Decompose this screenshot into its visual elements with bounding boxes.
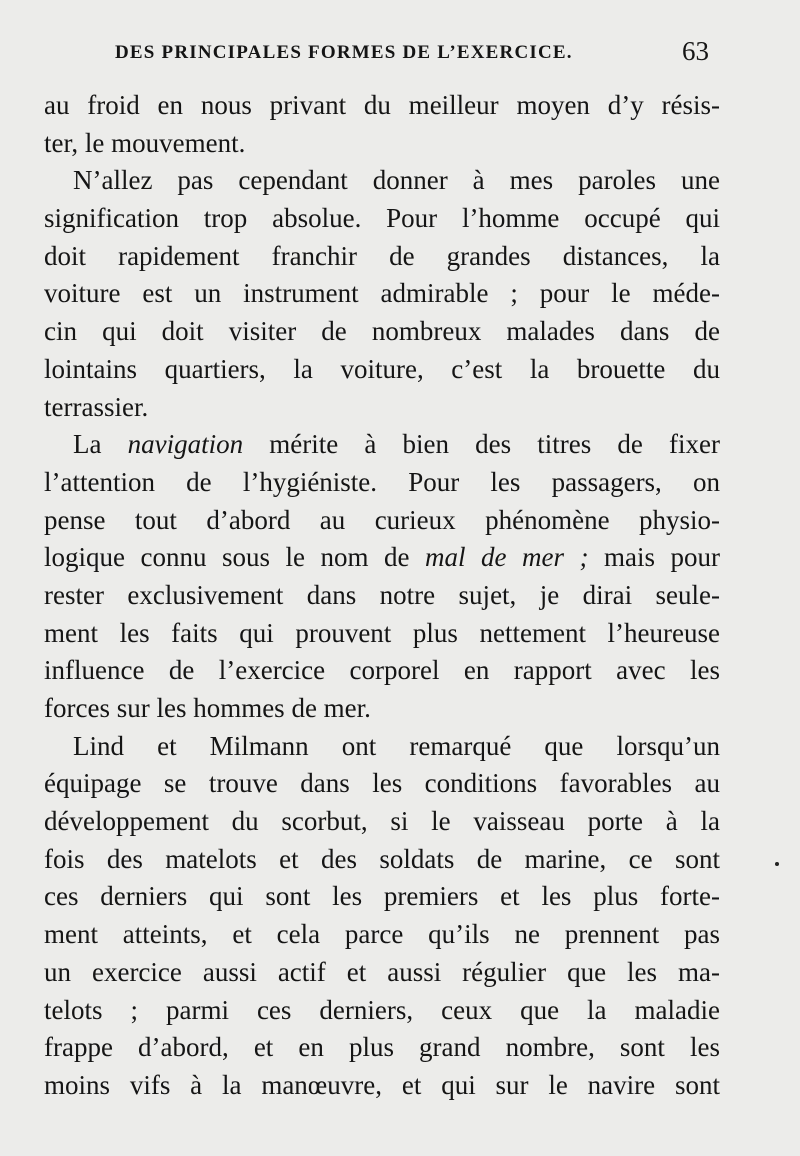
text-line: au froid en nous privant du meilleur moyen d’y résis-	[44, 90, 720, 120]
text-line: ment atteints, et cela parce qu’ils ne prennent pas	[44, 919, 720, 950]
text-line: équipage se trouve dans les conditions favorables au	[44, 768, 720, 799]
paragraph	[44, 87, 720, 162]
text-line: N’allez pas cependant donner à mes paroles une	[73, 165, 720, 196]
text-line: voiture est un instrument admirable ; pour le méde-	[44, 278, 720, 309]
line-text: logique connu sous le nom de	[44, 542, 425, 573]
body-text	[44, 87, 720, 1105]
print-speck	[775, 862, 779, 866]
text-line	[44, 539, 720, 577]
text-line: signification trop absolue. Pour l’homme occupé qui	[44, 203, 720, 234]
text-line: un exercice aussi actif et aussi régulier que les ma-	[44, 956, 720, 987]
text-line: pense tout d’abord au curieux phénomène physio-	[44, 504, 720, 535]
line-text: mais pour	[588, 542, 720, 573]
line-text: mérite à bien des titres de fixer	[243, 429, 720, 460]
running-title: DES PRINCIPALES FORMES DE L’EXERCICE.	[115, 42, 573, 63]
italic-term: navigation	[127, 429, 244, 460]
text-line: ter, le mouvement.	[44, 127, 246, 158]
text-line: rester exclusivement dans notre sujet, je dirai seule-	[44, 579, 720, 610]
text-line: ces derniers qui sont les premiers et les plus forte-	[44, 881, 720, 912]
text-line: forces sur les hommes de mer.	[44, 693, 371, 723]
page-header	[115, 36, 715, 76]
text-line: terrassier.	[44, 391, 149, 422]
text-line: ment les faits qui prouvent plus nettement l’heureuse	[44, 617, 720, 648]
text-line: moins vifs à la manœuvre, et qui sur le navire sont	[44, 1069, 720, 1100]
page-number: 63	[682, 36, 709, 66]
paragraph	[44, 728, 720, 1105]
text-line	[44, 426, 720, 464]
paragraph	[44, 162, 720, 426]
text-line: lointains quartiers, la voiture, c’est la brouette du	[44, 353, 720, 384]
text-line: Lind et Milmann ont remarqué que lorsqu’un	[73, 730, 720, 761]
italic-term: mal de mer ;	[425, 542, 589, 573]
text-line: frappe d’abord, et en plus grand nombre, sont les	[44, 1032, 720, 1063]
line-text: La	[73, 429, 128, 460]
paragraph	[44, 426, 720, 728]
text-line: influence de l’exercice corporel en rapport avec les	[44, 655, 720, 686]
text-line: fois des matelots et des soldats de marine, ce sont	[44, 843, 720, 874]
text-line: l’attention de l’hygiéniste. Pour les passagers, on	[44, 466, 720, 497]
text-line: doit rapidement franchir de grandes distances, la	[44, 240, 720, 271]
text-line: développement du scorbut, si le vaisseau porte à la	[44, 806, 720, 837]
text-line: cin qui doit visiter de nombreux malades dans de	[44, 316, 720, 347]
text-line: telots ; parmi ces derniers, ceux que la maladie	[44, 994, 720, 1025]
